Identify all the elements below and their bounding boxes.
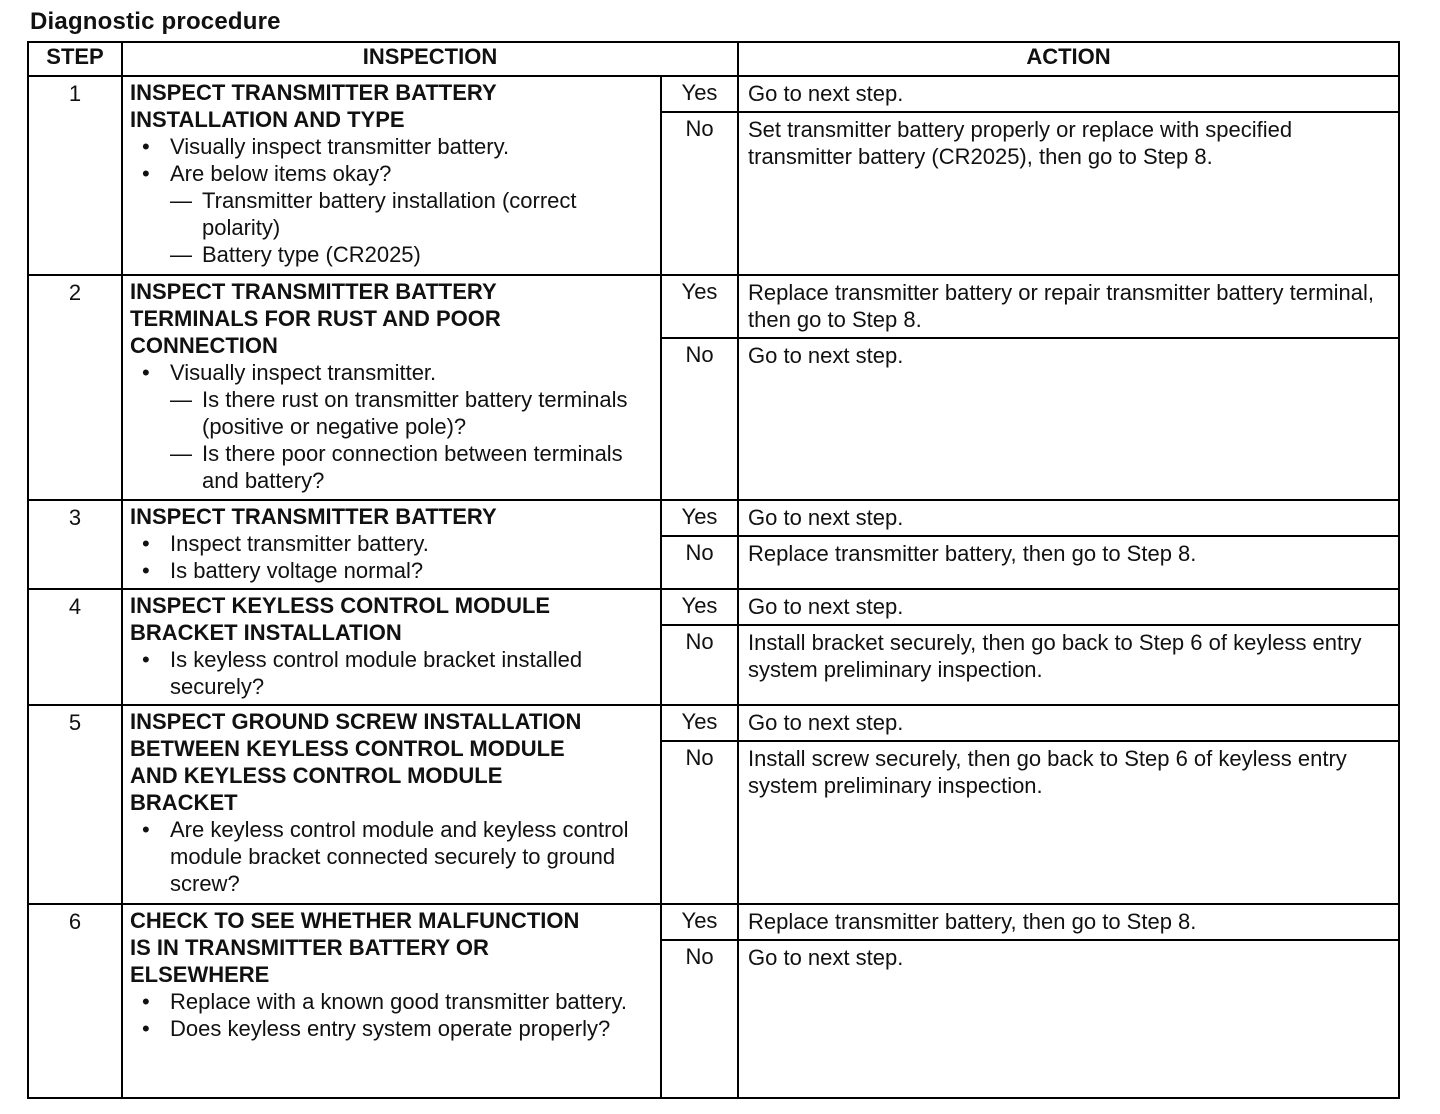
table-header-row (28, 42, 1399, 76)
table-row (28, 705, 1399, 741)
inspection-cell (122, 589, 661, 705)
yes-label: Yes (661, 589, 738, 625)
step-number: 5 (28, 705, 122, 904)
step-number: 1 (28, 76, 122, 275)
inspection-title-line: INSTALLATION AND TYPE (130, 107, 405, 132)
inspection-title-line: CHECK TO SEE WHETHER MALFUNCTION (130, 908, 580, 933)
item-text: Visually inspect transmitter battery. (170, 134, 510, 159)
bullet-item (130, 988, 654, 1015)
bullet-item (130, 1015, 654, 1042)
inspection-title-line: AND KEYLESS CONTROL MODULE (130, 763, 503, 788)
inspection-title-line: CONNECTION (130, 333, 278, 358)
dash-icon: — (170, 188, 192, 213)
bullet-icon: • (142, 989, 150, 1014)
table-body (28, 76, 1399, 1098)
bullet-icon: • (142, 161, 150, 186)
item-text: Transmitter battery installation (correct polarity) (202, 188, 577, 240)
yes-label: Yes (661, 705, 738, 741)
bullet-icon: • (142, 1016, 150, 1041)
bullet-item (130, 133, 654, 160)
no-label: No (661, 112, 738, 275)
header-inspection: INSPECTION (122, 42, 738, 76)
no-label: No (661, 940, 738, 1098)
no-action: Set transmitter battery properly or replace with specified transmitter battery (CR2025), then go to Step 8. (738, 112, 1399, 275)
yes-label: Yes (661, 76, 738, 112)
sub-item (130, 187, 654, 241)
table-row (28, 76, 1399, 112)
item-text: Inspect transmitter battery. (170, 531, 429, 556)
item-text: Is there poor connection between terminals and battery? (202, 441, 623, 493)
yes-label: Yes (661, 500, 738, 536)
table-row (28, 589, 1399, 625)
bullet-item (130, 160, 654, 187)
inspection-title-line: INSPECT GROUND SCREW INSTALLATION (130, 709, 582, 734)
table-row (28, 275, 1399, 338)
inspection-cell (122, 904, 661, 1098)
step-number: 2 (28, 275, 122, 500)
inspection-cell (122, 275, 661, 500)
bullet-item (130, 646, 654, 700)
item-text: Replace with a known good transmitter battery. (170, 989, 627, 1014)
item-text: Are keyless control module and keyless control module bracket connected securely to ground screw? (170, 817, 629, 896)
bullet-item (130, 557, 654, 584)
page-title: Diagnostic procedure (30, 8, 281, 35)
inspection-cell (122, 705, 661, 904)
header-action: ACTION (738, 42, 1399, 76)
no-action: Go to next step. (738, 940, 1399, 1098)
item-text: Battery type (CR2025) (202, 242, 421, 267)
bullet-item (130, 816, 654, 897)
no-action: Install screw securely, then go back to Step 6 of keyless entry system preliminary inspection. (738, 741, 1399, 904)
yes-label: Yes (661, 904, 738, 940)
sub-item (130, 440, 654, 494)
bullet-item (130, 530, 654, 557)
inspection-title-line: BRACKET INSTALLATION (130, 620, 402, 645)
bullet-icon: • (142, 647, 150, 672)
inspection-cell (122, 500, 661, 589)
yes-action: Go to next step. (738, 589, 1399, 625)
inspection-title-line: IS IN TRANSMITTER BATTERY OR (130, 935, 489, 960)
inspection-title-line: ELSEWHERE (130, 962, 270, 987)
yes-action: Go to next step. (738, 500, 1399, 536)
dash-icon: — (170, 441, 192, 466)
inspection-title-line: BRACKET (130, 790, 238, 815)
no-action: Install bracket securely, then go back to Step 6 of keyless entry system preliminary inspection. (738, 625, 1399, 705)
bullet-icon: • (142, 360, 150, 385)
sub-item (130, 241, 654, 268)
step-number: 6 (28, 904, 122, 1098)
yes-action: Replace transmitter battery or repair transmitter battery terminal, then go to Step 8. (738, 275, 1399, 338)
item-text: Is battery voltage normal? (170, 558, 424, 583)
header-step: STEP (28, 42, 122, 76)
step-number: 3 (28, 500, 122, 589)
bullet-icon: • (142, 134, 150, 159)
bullet-item (130, 359, 654, 386)
inspection-title-line: INSPECT KEYLESS CONTROL MODULE (130, 593, 551, 618)
no-label: No (661, 625, 738, 705)
table-row (28, 500, 1399, 536)
bullet-icon: • (142, 531, 150, 556)
no-label: No (661, 741, 738, 904)
yes-label: Yes (661, 275, 738, 338)
yes-action: Replace transmitter battery, then go to Step 8. (738, 904, 1399, 940)
yes-action: Go to next step. (738, 76, 1399, 112)
table-row (28, 904, 1399, 940)
no-label: No (661, 338, 738, 500)
diagnostic-table (27, 41, 1400, 1099)
no-label: No (661, 536, 738, 589)
item-text: Does keyless entry system operate properly? (170, 1016, 611, 1041)
inspection-title-line: INSPECT TRANSMITTER BATTERY (130, 279, 497, 304)
no-action: Go to next step. (738, 338, 1399, 500)
inspection-title-line: BETWEEN KEYLESS CONTROL MODULE (130, 736, 565, 761)
item-text: Is keyless control module bracket installed securely? (170, 647, 583, 699)
no-action: Replace transmitter battery, then go to Step 8. (738, 536, 1399, 589)
item-text: Visually inspect transmitter. (170, 360, 437, 385)
item-text: Is there rust on transmitter battery terminals (positive or negative pole)? (202, 387, 628, 439)
inspection-title-line: INSPECT TRANSMITTER BATTERY (130, 80, 497, 105)
step-number: 4 (28, 589, 122, 705)
item-text: Are below items okay? (170, 161, 392, 186)
sub-item (130, 386, 654, 440)
inspection-title-line: INSPECT TRANSMITTER BATTERY (130, 504, 497, 529)
inspection-title-line: TERMINALS FOR RUST AND POOR (130, 306, 501, 331)
bullet-icon: • (142, 558, 150, 583)
bullet-icon: • (142, 817, 150, 842)
dash-icon: — (170, 242, 192, 267)
inspection-cell (122, 76, 661, 275)
yes-action: Go to next step. (738, 705, 1399, 741)
dash-icon: — (170, 387, 192, 412)
